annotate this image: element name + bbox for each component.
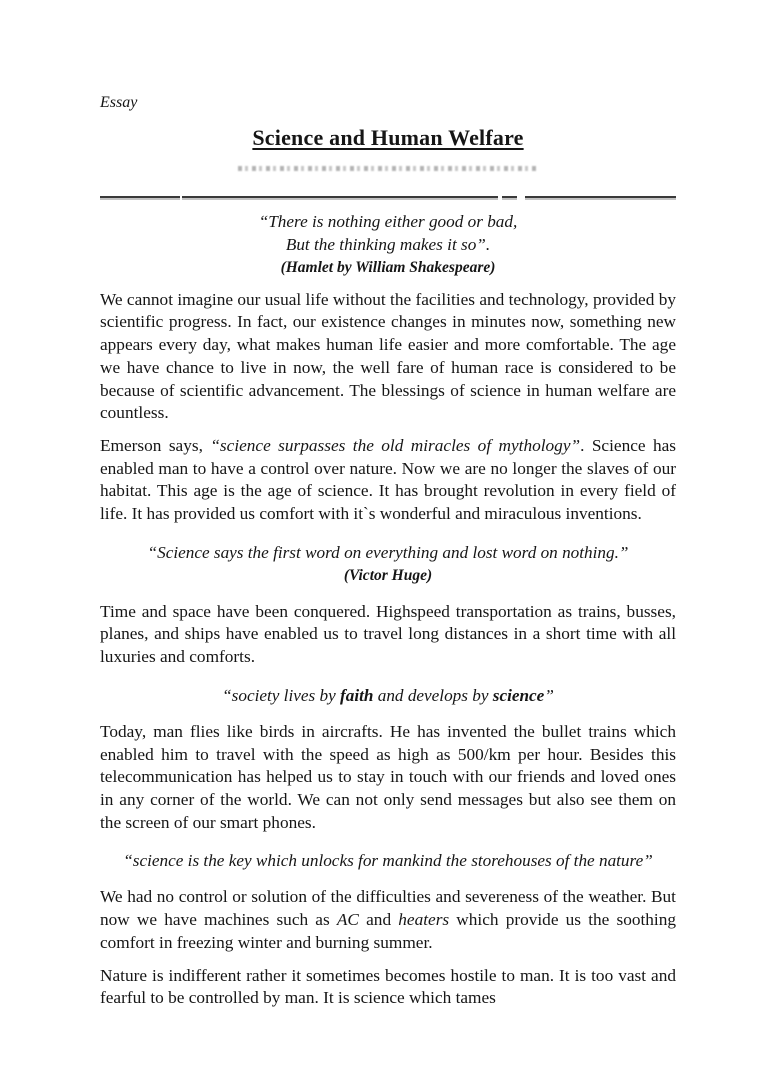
divider-segment [525,196,676,198]
page-title-text: Science and Human Welfare [252,125,524,150]
paragraph-transport-text: Time and space have been conquered. Highspeed transportation as trains, busses, planes, and ships have enabled us to travel long distances in a short time with all luxuries and comforts. [100,601,676,667]
weather-post: which provide us the soothing comfort in freezing winter and burning summer. [100,910,677,952]
divider-segment [182,196,498,198]
divider-line [100,196,676,198]
weather-ac: AC [336,910,359,930]
society-quote [100,684,676,707]
emerson-pre: Emerson says, [100,435,211,455]
epigraph-line-2: But the thinking makes it so”. [285,234,491,254]
key-quote: “science is the key which unlocks for mankind the storehouses of the nature” [123,851,653,871]
paragraph-weather [100,886,676,954]
society-science: science [492,685,545,705]
weather-heaters: heaters [398,910,450,930]
society-mid: and develops by [373,685,493,705]
divider-segment [100,196,180,198]
paragraph-emerson [100,435,676,526]
weather-pre: We had no control or solution of the difficulties and severeness of the weather. But now we have machines such as [100,887,676,930]
epigraph-quote [100,210,676,279]
epigraph-attribution: (Hamlet by William Shakespeare) [280,258,496,276]
emerson-inline-quote: “science surpasses the old miracles of mythology” [210,435,581,455]
divider-segment [502,196,517,198]
paragraph-intro [100,289,676,425]
page-title [100,125,676,151]
society-pre: “society lives by [222,685,340,705]
weather-mid: and [358,910,399,930]
emerson-post: . Science has enabled man to have a control over nature. Now we are no longer the slaves of our habitat. This age is the age of science. It has brought revolution in every field of life. It has provided us comfort with it`s wonderful and miraculous inventions. [100,435,676,524]
paragraph-intro-text: We cannot imagine our usual life without the facilities and technology, provided by scientific progress. In fact, our existence changes in minutes now, something new appears every day, what makes human life easier and more comfortable. The age we have chance to live in now, the well fare of human race is considered to be because of scientific advancement. The blessings of science in human welfare are countless. [100,289,676,423]
society-post: ” [544,685,554,705]
title-ghost-artifact [238,166,538,171]
essay-label: Essay [100,94,138,111]
paragraph-today [100,721,676,835]
paragraph-today-text: Today, man flies like birds in aircrafts. He has invented the bullet trains which enabled him to travel with the speed as high as 500/km per hour. Besides this telecommunication has helped us to stay in touch with our friends and loved ones in any corner of the world. We can not only send messages but also see them on the screen of our smart phones. [100,721,676,832]
victor-quote: “Science says the first word on everything and lost word on nothing.” [147,542,629,562]
victor-quote-attribution: (Victor Huge) [343,566,433,584]
paragraph-nature-text: Nature is indifferent rather it sometimes becomes hostile to man. It is too vast and fearful to be controlled by man. It is science which tames [100,965,676,1008]
paragraph-transport [100,601,676,669]
society-faith: faith [340,685,374,705]
paragraph-nature [100,965,676,1010]
epigraph-line-1: “There is nothing either good or bad, [258,211,518,231]
